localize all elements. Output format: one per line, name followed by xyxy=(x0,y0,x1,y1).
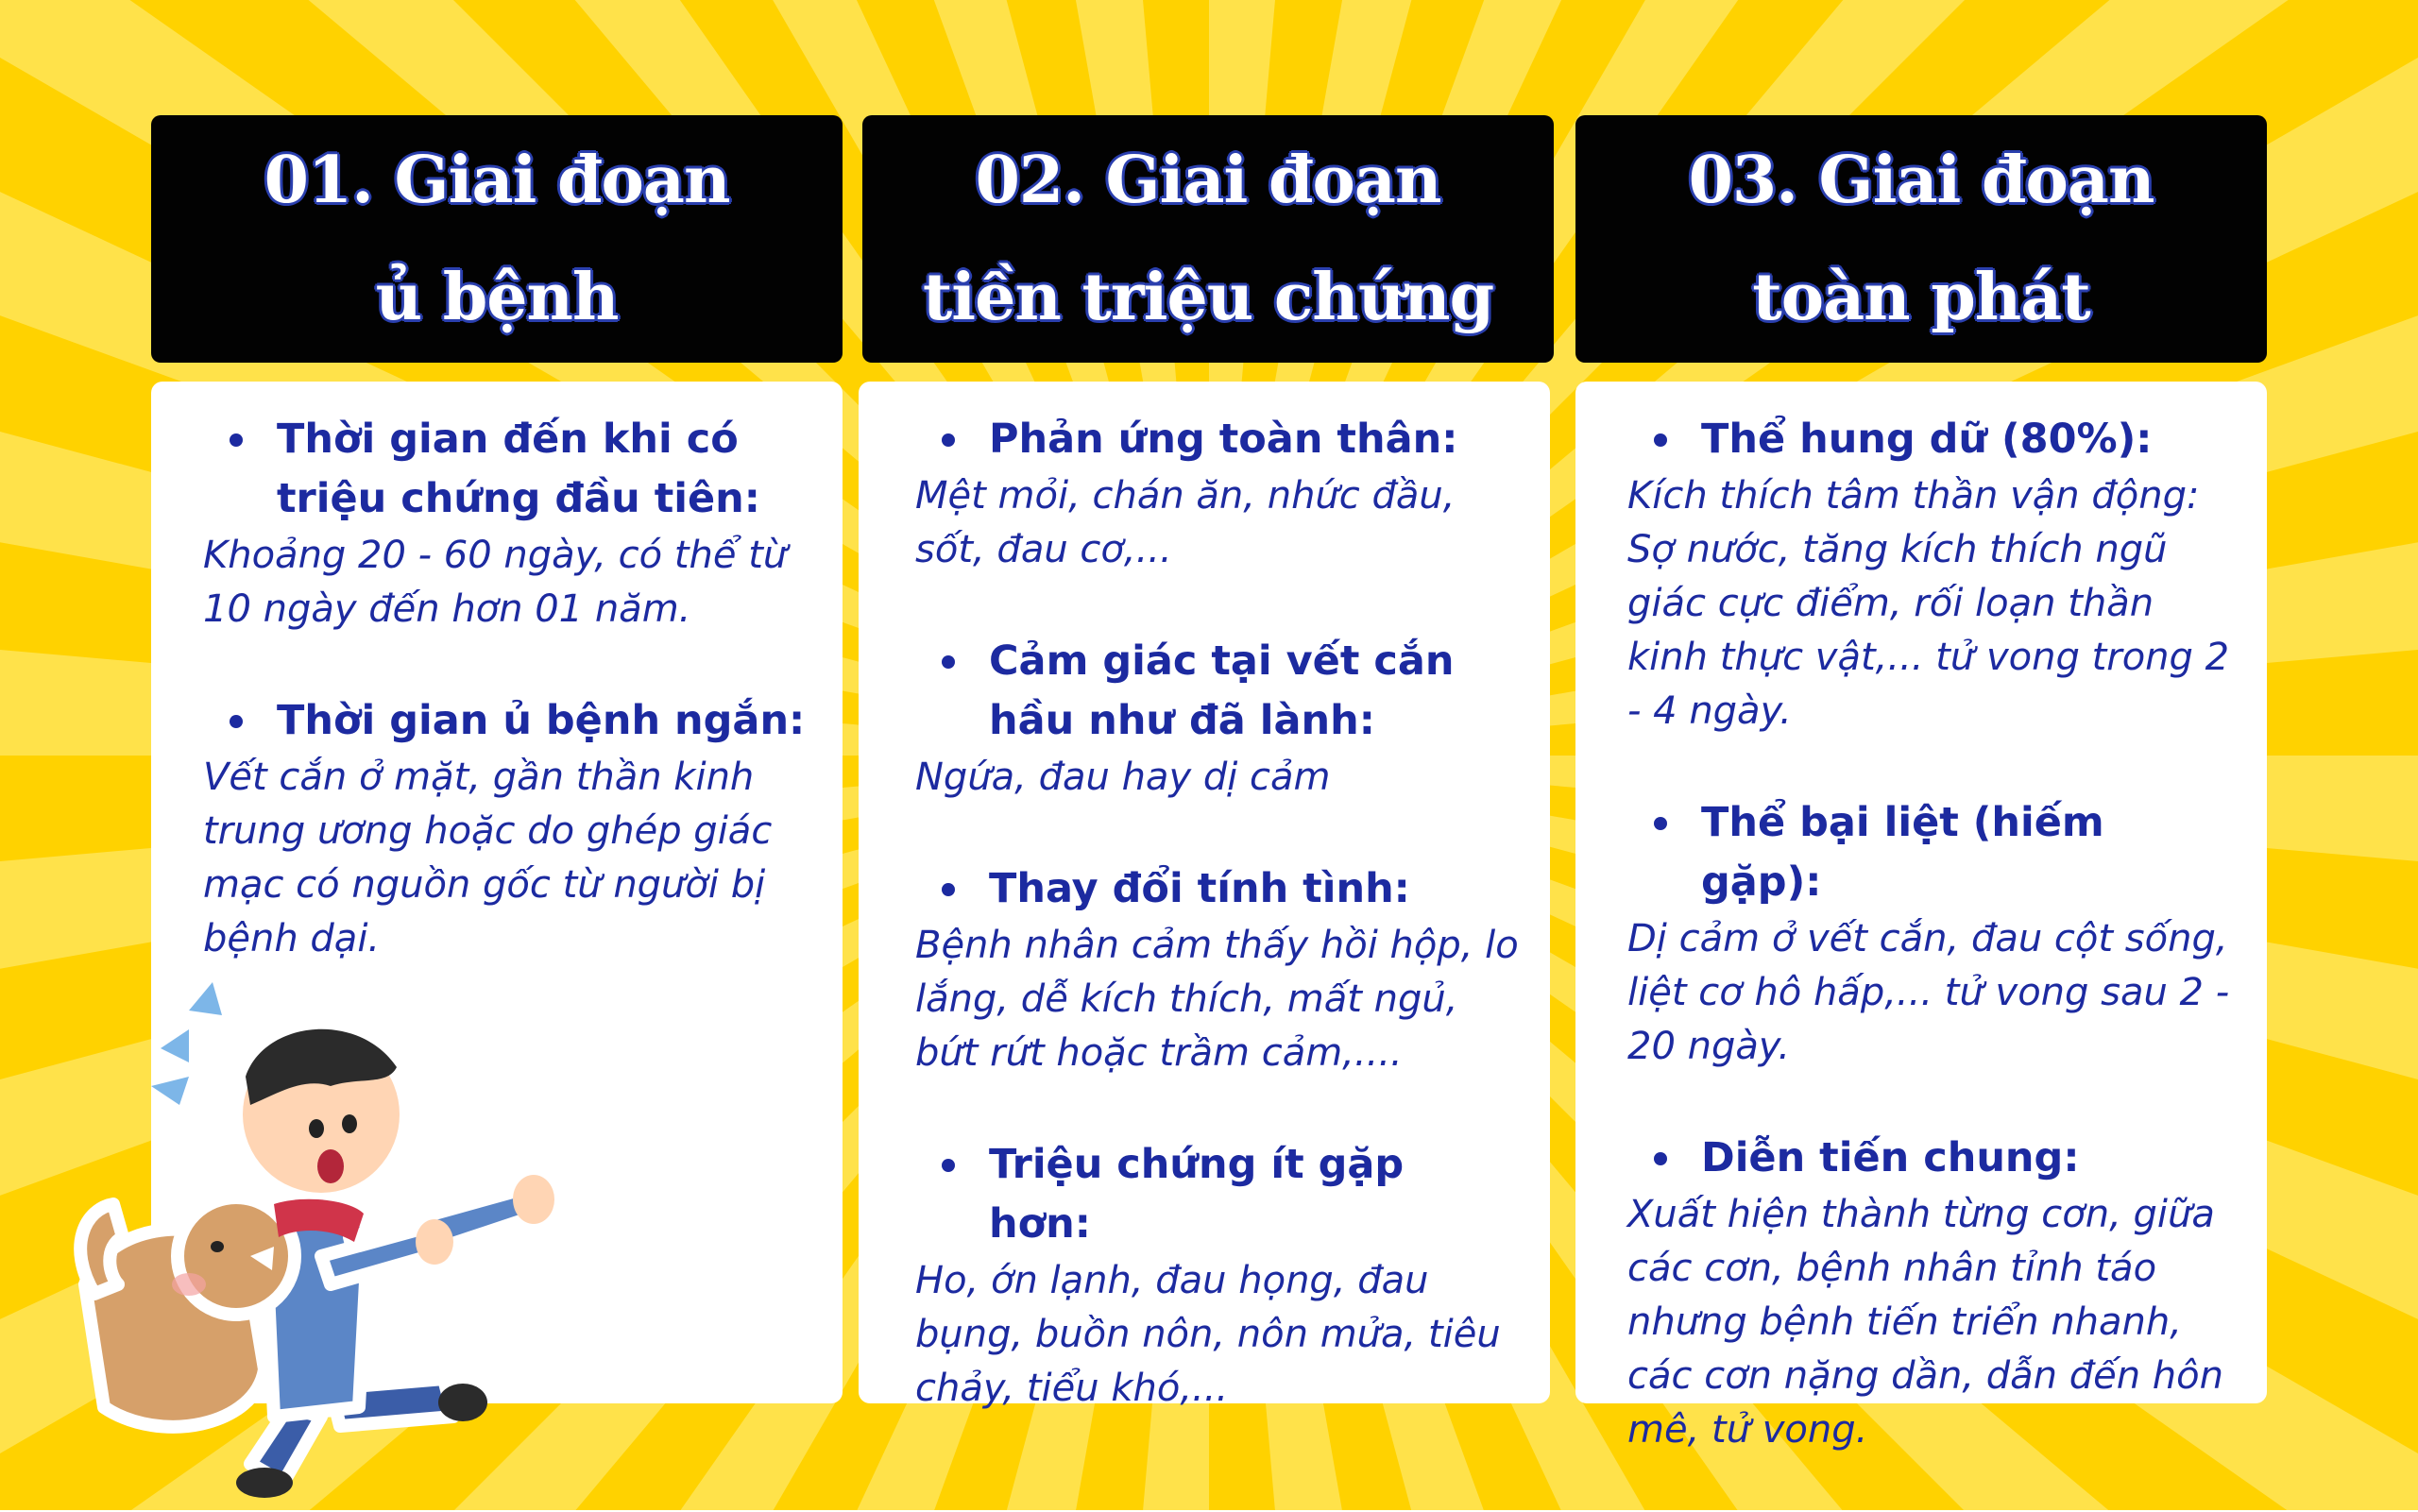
info-section xyxy=(203,410,808,637)
bullet-icon xyxy=(942,1159,955,1172)
section-title: Thời gian ủ bệnh ngắn: xyxy=(203,691,808,751)
bullet-icon xyxy=(1654,1152,1667,1165)
bullet-icon xyxy=(942,433,955,447)
section-text: Vết cắn ở mặt, gần thần kinh trung ương hoặc do ghép giác mạc có nguồn gốc từ người bị bệnh dại. xyxy=(203,756,773,960)
stage-title-line-2: ủ bệnh xyxy=(375,260,619,335)
section-title: Phản ứng toàn thân: xyxy=(915,410,1520,469)
section-text: Xuất hiện thành từng cơn, giữa các cơn, bệnh nhân tỉnh táo nhưng bệnh tiến triển nhanh, các cơn nặng dần, dẫn đến hôn mê, tử vong. xyxy=(1627,1193,2223,1452)
info-section xyxy=(915,1135,1520,1416)
section-title: Diễn tiến chung: xyxy=(1627,1129,2232,1188)
bullet-icon xyxy=(942,883,955,896)
bullet-icon xyxy=(942,655,955,669)
stage-header-2 xyxy=(862,115,1554,363)
bullet-icon xyxy=(230,433,243,447)
bullet-icon xyxy=(1654,433,1667,447)
section-text: Kích thích tâm thần vận động: Sợ nước, tăng kích thích ngũ giác cực điểm, rối loạn thần kinh thực vật,... tử vong trong 2 - 4 ngày. xyxy=(1627,474,2230,733)
section-title: Triệu chứng ít gặp hơn: xyxy=(915,1135,1520,1254)
section-title: Thể bại liệt (hiếm gặp): xyxy=(1627,793,2232,912)
section-title: Thời gian đến khi có triệu chứng đầu tiên: xyxy=(203,410,808,529)
info-section xyxy=(1627,793,2232,1074)
section-title: Thay đổi tính tình: xyxy=(915,859,1520,919)
stage-title-line-1: 01. Giai đoạn xyxy=(264,143,730,218)
info-section xyxy=(203,691,808,966)
stage-title-line-1: 02. Giai đoạn xyxy=(975,143,1441,218)
info-section xyxy=(915,632,1520,805)
section-title: Thể hung dữ (80%): xyxy=(1627,410,2232,469)
section-text: Dị cảm ở vết cắn, đau cột sống, liệt cơ hô hấp,... tử vong sau 2 - 20 ngày. xyxy=(1627,917,2230,1068)
info-section xyxy=(915,859,1520,1080)
section-text: Bệnh nhân cảm thấy hồi hộp, lo lắng, dễ kích thích, mất ngủ, bứt rứt hoặc trầm cảm,.... xyxy=(915,924,1519,1075)
stage-header-3 xyxy=(1575,115,2267,363)
section-text: Ngứa, đau hay dị cảm xyxy=(915,756,1331,799)
stage-title-line-2: tiền triệu chứng xyxy=(922,260,1494,335)
bullet-icon xyxy=(230,715,243,728)
section-title: Cảm giác tại vết cắn hầu như đã lành: xyxy=(915,632,1520,751)
info-section xyxy=(1627,410,2232,739)
stage-title-line-2: toàn phát xyxy=(1752,260,2090,335)
section-text: Mệt mỏi, chán ăn, nhức đầu, sốt, đau cơ,... xyxy=(915,474,1456,571)
bullet-icon xyxy=(1654,817,1667,830)
stage-card-2 xyxy=(859,382,1550,1410)
info-section xyxy=(915,410,1520,577)
stage-title-line-1: 03. Giai đoạn xyxy=(1688,143,2154,218)
section-text: Khoảng 20 - 60 ngày, có thể từ 10 ngày đến hơn 01 năm. xyxy=(203,534,788,631)
info-section xyxy=(1627,1129,2232,1457)
stage-header-1 xyxy=(151,115,843,363)
stage-card-3 xyxy=(1575,382,2267,1452)
dog-biting-person-illustration xyxy=(47,973,614,1506)
section-text: Ho, ớn lạnh, đau họng, đau bụng, buồn nôn, nôn mửa, tiêu chảy, tiểu khó,... xyxy=(915,1259,1501,1410)
